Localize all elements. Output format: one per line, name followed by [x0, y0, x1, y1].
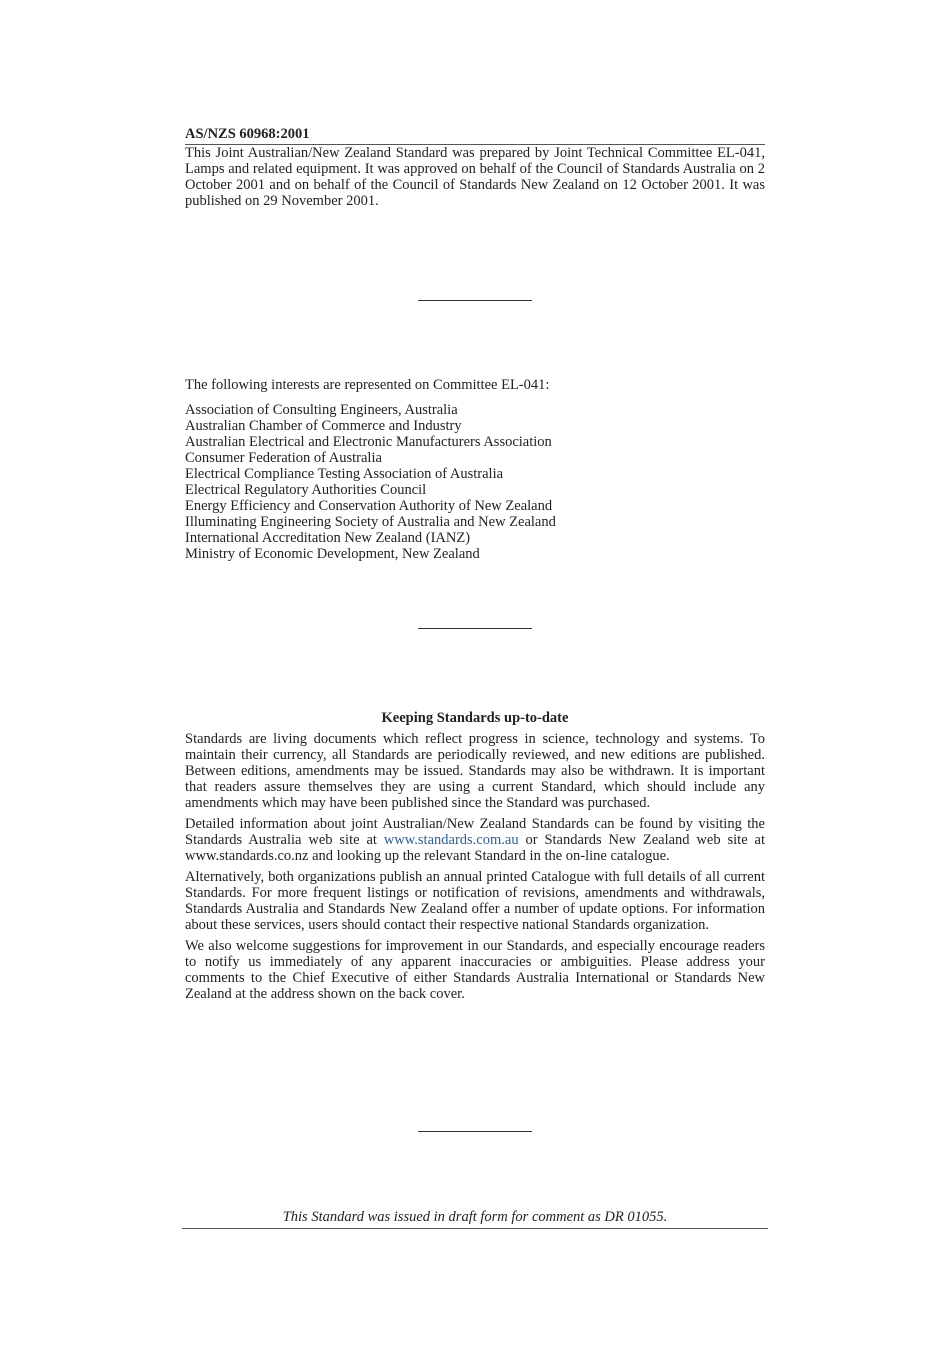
list-item: Energy Efficiency and Conservation Authority of New Zealand: [185, 498, 553, 514]
list-item: Australian Electrical and Electronic Manufacturers Association: [185, 434, 552, 450]
paragraph: [185, 816, 765, 864]
list-item: Electrical Compliance Testing Association of Australia: [185, 466, 504, 482]
draft-note: This Standard was issued in draft form for comment as DR 01055.: [182, 1208, 768, 1229]
list-item: Illuminating Engineering Society of Australia and New Zealand: [185, 514, 556, 530]
paragraph: Alternatively, both organizations publish an annual printed Catalogue with full details of all current Standards. For more frequent listings or notification of revisions, amendments and withdrawals, Standards Australia and Standards New Zealand offer a number of update options. For information about these services, users should contact their respective national Standards organization.: [185, 869, 765, 933]
list-item: International Accreditation New Zealand (IANZ): [185, 530, 471, 546]
standards-australia-link[interactable]: www.standards.com.au: [383, 832, 519, 848]
list-item: Association of Consulting Engineers, Australia: [185, 402, 458, 418]
section-heading: Keeping Standards up-to-date: [381, 710, 569, 726]
interests-intro: The following interests are represented on Committee EL-041:: [185, 377, 550, 393]
list-item: Ministry of Economic Development, New Zealand: [185, 546, 480, 562]
section-divider: [418, 628, 532, 629]
preparation-statement: This Joint Australian/New Zealand Standard was prepared by Joint Technical Committee EL-041, Lamps and related equipment. It was approved on behalf of the Council of Standards Australia on 2 October 2001 and on behalf of the Council of Standards New Zealand on 12 October 2001. It was published on 29 November 2001.: [185, 145, 765, 209]
paragraph: Standards are living documents which reflect progress in science, technology and systems. To maintain their currency, all Standards are periodically reviewed, and new editions are published. Between editions, amendments may be issued. Standards may also be withdrawn. It is important that readers assure themselves they are using a current Standard, which should include any amendments which may have been published since the Standard was purchased.: [185, 731, 765, 811]
list-item: Australian Chamber of Commerce and Industry: [185, 418, 462, 434]
list-item: Consumer Federation of Australia: [185, 450, 382, 466]
paragraph-text: Detailed information about joint Australian/New Zealand Standards can be found by visiting the Standards Australia web site at: [185, 816, 765, 848]
keeping-up-to-date-body: [185, 731, 765, 1007]
paragraph: We also welcome suggestions for improvement in our Standards, and especially encourage readers to notify us immediately of any apparent inaccuracies or ambiguities. Please address your comments to the Chief Executive of either Standards Australia International or Standards New Zealand at the address shown on the back cover.: [185, 938, 765, 1002]
section-divider: [418, 1131, 532, 1132]
interests-list: [185, 402, 556, 562]
section-divider: [418, 300, 532, 301]
standard-code: AS/NZS 60968:2001: [185, 125, 765, 145]
list-item: Electrical Regulatory Authorities Council: [185, 482, 427, 498]
paragraph-text: or Standards New Zealand web site at www.standards.co.nz and looking up the relevant Standard in the on-line catalogue.: [185, 832, 765, 864]
